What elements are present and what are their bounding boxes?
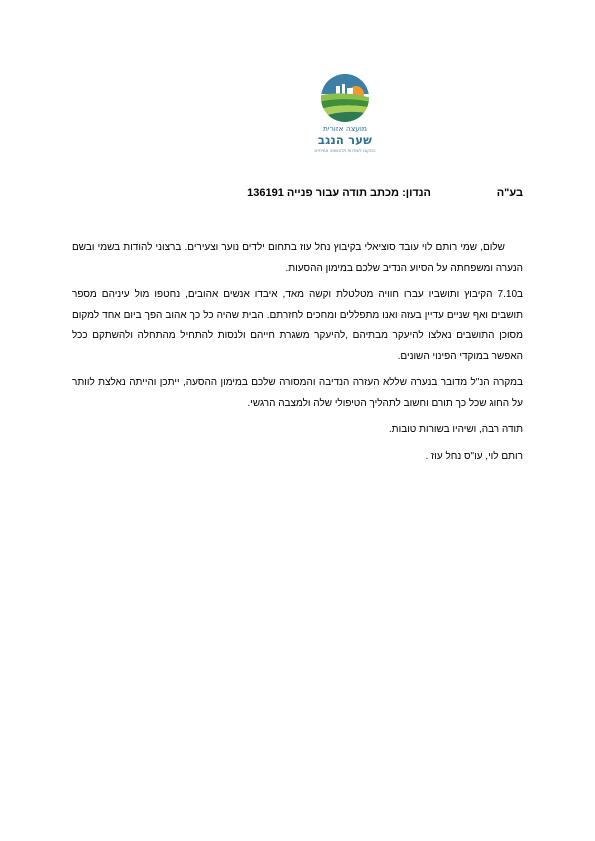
- paragraph-case: במקרה הנ"ל מדובר בנערה שללא העזרה הנדיבה והמסורה שלכם במימון ההסעה, ייתכן והייתה נאלצת לוותר על החוג שכל כך תורם וחשוב לתהליך הטיפולי שלה ולמצבה הרגשי.: [72, 377, 523, 409]
- logo-line-3: המקום לשתדות ולהגשמה אמיתיים: [314, 148, 376, 153]
- paragraph-signature: רותם לוי, עו"ס נחל עוז .: [425, 450, 523, 462]
- paragraph-greeting: שלום, שמי רותם לוי עובד סוציאלי בקיבוץ נחל עוז בתחום ילדים נוער וצעירים. ברצוני להודות בשמי ובשם הנערה ומשפחתה על הסיוע הנדיב שלכם במימון ההסעות.: [72, 242, 523, 274]
- letter-body: [72, 238, 523, 473]
- bsd-mark: בע"ה: [496, 187, 523, 199]
- council-logo: [312, 72, 378, 162]
- letter-subject: הנדון: מכתב תודה עבור פנייה 136191: [247, 187, 431, 199]
- logo-line-1: מועצה אזורית: [322, 124, 368, 133]
- logo-line-2: שער הנגב: [317, 133, 373, 147]
- paragraph-thanks: תודה רבה, ושיהיו בשורות טובות.: [388, 424, 523, 435]
- council-emblem-icon: [312, 72, 378, 124]
- paragraph-background: ב7.10 הקיבוץ ותושביו עברו חוויה מטלטלת וקשה מאד, איבדו אנשים אהובים, נחטפו מול עיניהם מספר תושבים ואף שניים עדיין בעזה ואנו מתפללים ומחכים לחזרתם. הבית שהיה כל כך אהוב הפך ביום אחד למקום מסוכן התושבים נאלצו להיעקר מבתיהם ,להיעקר משגרת חייהם ולנסות להתחיל מהתחלה ולהשתקם ככל האפשר במוקדי הפינוי השונים.: [72, 289, 523, 362]
